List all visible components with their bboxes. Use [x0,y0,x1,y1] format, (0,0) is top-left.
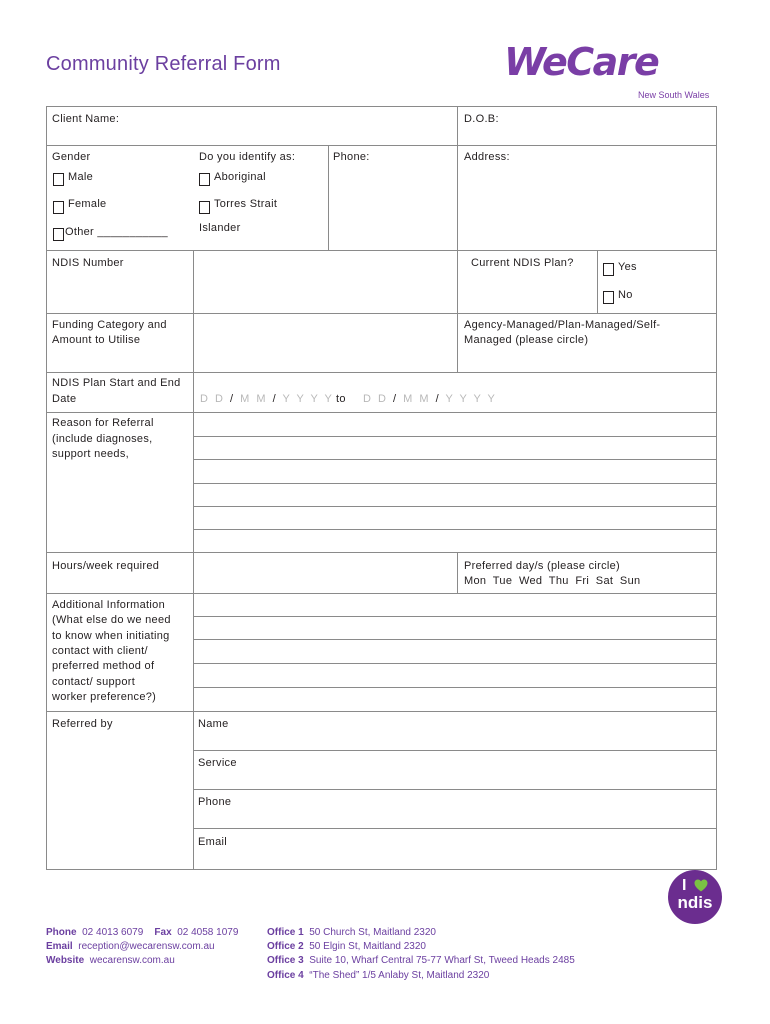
plan-no-label: No [618,289,633,301]
plan-dates-label-2: Date [52,393,77,405]
funding-label-1: Funding Category and [52,319,167,331]
ndis-i: I [682,877,687,894]
address-label: Address: [464,151,510,163]
ndis-number-label: NDIS Number [52,257,124,269]
dob-label: D.O.B: [464,113,499,125]
identify-label: Do you identify as: [199,151,296,163]
office-2: Office 2 50 Elgin St, Maitland 2320 [267,941,426,953]
footer-email[interactable]: reception@wecarensw.com.au [78,941,215,953]
male-checkbox[interactable] [53,173,64,186]
referrer-service-label: Service [198,757,237,769]
hours-label: Hours/week required [52,560,160,572]
footer-fax: 02 4058 1079 [177,927,239,938]
torres-strait-label: Torres Strait [214,198,278,210]
end-date-field[interactable]: D D / M M / Y Y Y Y [363,393,497,405]
additional-label-2: (What else do we need [52,614,171,626]
phone-label: Phone: [333,151,370,163]
to-label: to [336,393,346,405]
plan-dates-label-1: NDIS Plan Start and End [52,377,181,389]
form-title: Community Referral Form [46,53,281,75]
wecare-logo [504,40,720,106]
office-4: Office 4 “The Shed” 1/5 Anlaby St, Maitland 2320 [267,969,490,981]
agency-label-2: Managed (please circle) [464,334,589,346]
aboriginal-checkbox[interactable] [199,173,210,186]
other-checkbox[interactable] [53,228,64,241]
plan-yes-label: Yes [618,261,637,273]
reason-label-3: support needs, [52,448,129,460]
additional-label-1: Additional Information [52,599,165,611]
referrer-phone-label: Phone [198,796,232,808]
aboriginal-label: Aboriginal [214,171,266,183]
plan-no-checkbox[interactable] [603,291,614,304]
ndis-text: ndis [677,893,713,912]
other-label: Other ___________ [65,226,168,238]
additional-label-5: preferred method of [52,660,155,672]
referrer-name-label: Name [198,718,229,730]
office-3: Office 3 Suite 10, Wharf Central 75-77 Wharf St, Tweed Heads 2485 [267,955,575,967]
logo-region: New South Wales [638,90,710,100]
office-1: Office 1 50 Church St, Maitland 2320 [267,927,436,938]
referred-by-label: Referred by [52,718,113,730]
additional-label-3: to know when initiating [52,630,170,642]
torres-strait-checkbox[interactable] [199,201,210,214]
ndis-badge [668,870,722,924]
preferred-days-label: Preferred day/s (please circle) [464,560,621,572]
current-plan-label: Current NDIS Plan? [471,257,574,269]
reason-label-2: (include diagnoses, [52,433,153,445]
footer-website[interactable]: wecarensw.com.au [89,955,175,967]
islander-label: Islander [199,222,241,234]
additional-label-6: contact/ support [52,676,136,688]
start-date-field[interactable]: D D / M M / Y Y Y Y [200,393,334,405]
footer-contact: Phone 02 4013 6079 Fax 02 4058 1079 Email reception@wecarensw.com.au Website wecarensw.com.au [46,927,239,967]
gender-label: Gender [52,151,91,163]
female-checkbox[interactable] [53,201,64,214]
female-label: Female [68,198,107,210]
referral-form-table [46,106,717,870]
additional-label-4: contact with client/ [52,645,148,657]
referrer-email-label: Email [198,836,228,848]
agency-label-1: Agency-Managed/Plan-Managed/Self- [464,319,661,331]
footer-phone: 02 4013 6079 [82,927,144,938]
funding-label-2: Amount to Utilise [52,334,141,346]
logo-wordmark: WeCare [504,40,659,84]
male-label: Male [68,171,94,183]
additional-label-7: worker preference?) [52,691,157,703]
days-of-week[interactable]: Mon Tue Wed Thu Fri Sat Sun [464,575,641,587]
heart-icon [694,879,708,892]
reason-label-1: Reason for Referral [52,417,154,429]
plan-yes-checkbox[interactable] [603,263,614,276]
footer-offices [267,926,575,983]
client-name-label: Client Name: [52,113,120,125]
